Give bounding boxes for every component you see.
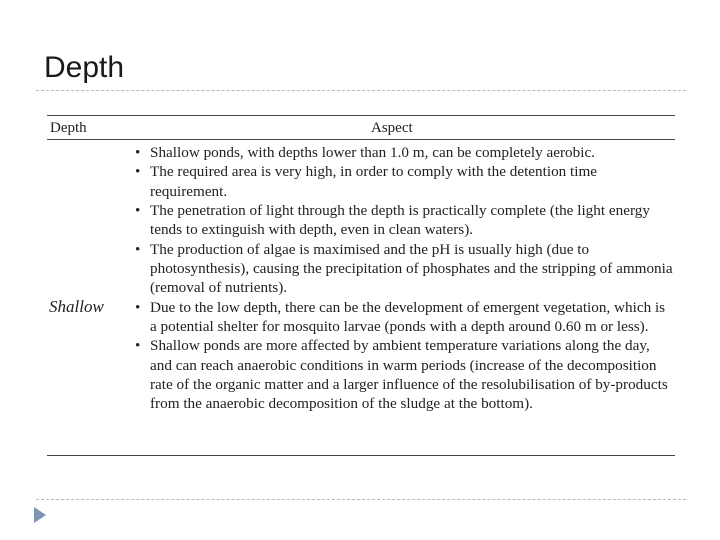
aspect-item: • Due to the low depth, there can be the development of emergent vegetation, which is a potential shelter for mosquito larvae (ponds with a depth around 0.60 m or less). — [135, 298, 675, 337]
depth-aspect-table — [47, 115, 675, 456]
table-top-rule — [47, 115, 675, 116]
header-depth: Depth — [50, 120, 87, 136]
aspect-item: • Shallow ponds are more affected by ambient temperature variations along the day, and can reach anaerobic conditions in warm periods (increase of the decomposition rate of the organic matter and a larger influence of the resolubilisation of by-products from the anaerobic decomposition of the sludge at the bottom). — [135, 336, 675, 413]
depth-label-shallow: Shallow — [49, 297, 104, 316]
aspect-item: • The penetration of light through the depth is practically complete (the light energy tends to extinguish with depth, even in clean waters). — [135, 201, 675, 240]
title-divider — [36, 90, 686, 91]
aspect-item: • Shallow ponds, with depths lower than 1.0 m, can be completely aerobic. — [135, 143, 675, 162]
triangle-right-icon[interactable] — [33, 506, 47, 524]
aspect-item: • The required area is very high, in order to comply with the detention time requirement. — [135, 162, 675, 201]
table-bottom-rule — [47, 455, 675, 456]
header-aspect: Aspect — [371, 120, 413, 136]
aspect-list — [135, 143, 675, 414]
slide-title: Depth — [44, 51, 125, 84]
table-header-rule — [47, 139, 675, 140]
aspect-item: • The production of algae is maximised and the pH is usually high (due to photosynthesis), causing the precipitation of phosphates and the stripping of ammonia (removal of nutrients). — [135, 240, 675, 298]
footer-divider — [36, 499, 686, 500]
